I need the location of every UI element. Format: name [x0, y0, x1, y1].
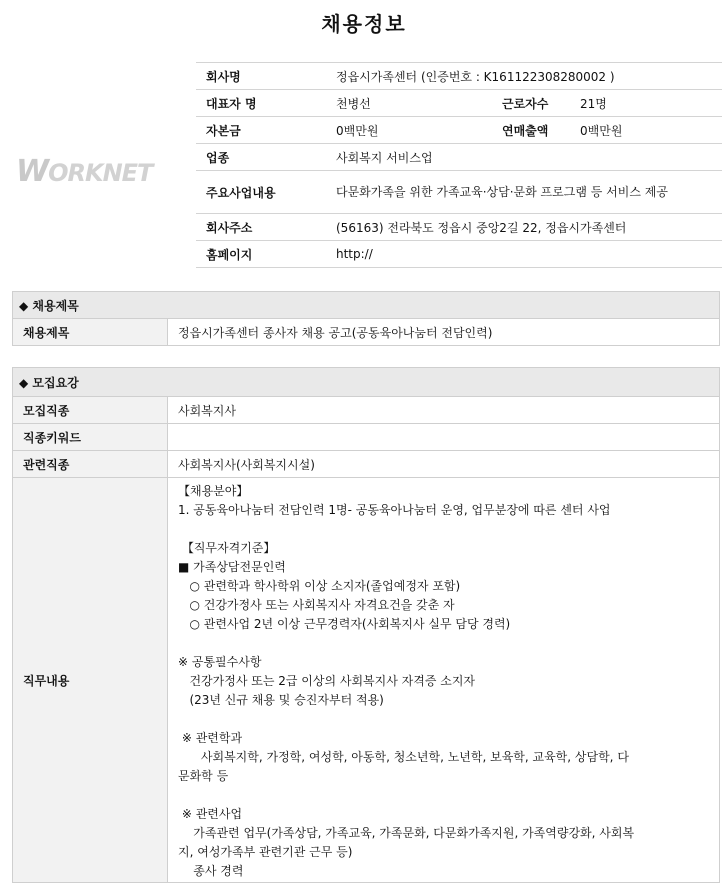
requirements-section: [12, 367, 720, 883]
duty-line: ○ 관련사업 2년 이상 근무경력자(사회복지사 실무 담당 경력): [178, 617, 511, 631]
homepage-label: 홈페이지: [196, 241, 326, 268]
keyword-label: 직종키워드: [13, 424, 168, 451]
duty-line: ※ 관련학과: [178, 731, 243, 745]
employees-label: 근로자수: [492, 90, 570, 117]
business-label: 주요사업내용: [196, 171, 326, 214]
job-title-section: [12, 291, 720, 346]
duty-text: [168, 478, 719, 881]
duty-line: 종사 경력: [178, 864, 244, 878]
duty-line: ※ 공통필수사항: [178, 655, 262, 669]
duty-line: 【채용분야】: [178, 484, 249, 498]
company-info-table: [196, 62, 722, 268]
page-title: 채용정보: [321, 12, 407, 36]
company-row-ceo: [196, 90, 722, 117]
duty-line: [178, 520, 713, 539]
duty-line: (23년 신규 채용 및 승진자부터 적용): [178, 693, 384, 707]
duty-label: 직무내용: [13, 478, 168, 883]
company-row-capital: [196, 117, 722, 144]
business-value: 다문화가족을 위한 가족교육·상담·문화 프로그램 등 서비스 제공: [326, 171, 722, 214]
capital-label: 자본금: [196, 117, 326, 144]
company-row-address: [196, 214, 722, 241]
position-label: 모집직종: [13, 397, 168, 424]
company-row-industry: [196, 144, 722, 171]
duty-line: ○ 건강가정사 또는 사회복지사 자격요건을 갖춘 자: [178, 598, 455, 612]
company-row-name: [196, 63, 722, 90]
duty-line: 건강가정사 또는 2급 이상의 사회복지사 자격증 소지자: [178, 674, 476, 688]
industry-label: 업종: [196, 144, 326, 171]
company-row-business: [196, 171, 722, 214]
duty-line: 1. 공동육아나눔터 전담인력 1명- 공동육아나눔터 운영, 업무분장에 따른 센터 사업: [178, 503, 611, 517]
job-title-value: 정읍시가족센터 종사자 채용 공고(공동육아나눔터 전담인력): [168, 319, 720, 346]
company-name-value: 정읍시가족센터 (인증번호 : K161122308280002 ): [326, 63, 722, 90]
duty-line: 사회복지학, 가정학, 여성학, 아동학, 청소년학, 노년학, 보육학, 교육학, 상담학, 다: [178, 750, 629, 764]
requirements-section-header: ◆ 모집요강: [13, 368, 720, 397]
address-value: (56163) 전라북도 정읍시 중앙2길 22, 정읍시가족센터: [326, 214, 722, 241]
address-label: 회사주소: [196, 214, 326, 241]
related-label: 관련직종: [13, 451, 168, 478]
homepage-link[interactable]: http://: [326, 241, 722, 268]
duty-line: ※ 관련사업: [178, 807, 243, 821]
worknet-logo: [16, 154, 172, 190]
duty-line: ■ 가족상담전문인력: [178, 560, 286, 574]
job-title-label: 채용제목: [13, 319, 168, 346]
ceo-value: 천병선: [326, 90, 492, 117]
duty-line: ○ 관련학과 학사학위 이상 소지자(졸업예정자 포함): [178, 579, 461, 593]
duty-line: 지, 여성가족부 관련기관 근무 등): [178, 845, 353, 859]
position-value: 사회복지사: [168, 397, 720, 424]
duty-line: [178, 786, 713, 805]
sales-label: 연매출액: [492, 117, 570, 144]
sales-value: 0백만원: [570, 117, 722, 144]
duty-line: 【직무자격기준】: [178, 541, 276, 555]
duty-line: [178, 710, 713, 729]
duty-line: [178, 634, 713, 653]
company-row-homepage: [196, 241, 722, 268]
duty-line: 가족관련 업무(가족상담, 가족교육, 가족문화, 다문화가족지원, 가족역량강화, 사회복: [178, 826, 635, 840]
capital-value: 0백만원: [326, 117, 492, 144]
keyword-value: [168, 424, 720, 451]
logo-w-mark: W: [16, 154, 49, 189]
duty-content: [168, 478, 720, 883]
duty-line: 문화학 등: [178, 769, 229, 783]
employees-value: 21명: [570, 90, 722, 117]
job-title-section-header: ◆ 채용제목: [13, 292, 720, 319]
company-name-label: 회사명: [196, 63, 326, 90]
ceo-label: 대표자 명: [196, 90, 326, 117]
industry-value: 사회복지 서비스업: [326, 144, 722, 171]
logo-text: ORKNET: [48, 159, 153, 187]
related-value: 사회복지사(사회복지시설): [168, 451, 720, 478]
